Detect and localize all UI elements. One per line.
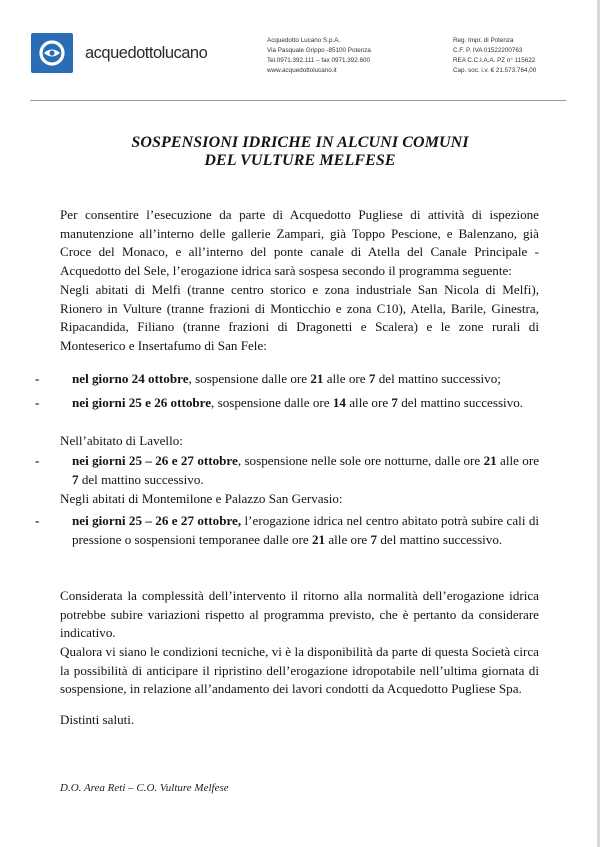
intro-paragraph: Per consentire l’esecuzione da parte di Acquedotto Pugliese di attività di ispezione manutenzione all’interno delle gallerie Zampari, già Toppo Pescione, e Balenzano, già Croce del Monaco, e all’interno del ponte canale di Atella del Canale Principale - Acquedotto del Sele, l’erogazione idrica sarà sospesa secondo il programma seguente: <box>60 207 539 278</box>
group-lavello-heading: Nell’abitato di Lavello: <box>60 433 183 448</box>
company-registry-block <box>453 36 536 76</box>
company-address-block <box>267 36 371 76</box>
company-website: www.acquedottolucano.it <box>267 67 337 74</box>
acquedotto-logo-icon <box>31 33 73 73</box>
group-montemilone-heading: Negli abitati di Montemilone e Palazzo San Gervasio: <box>60 491 343 506</box>
closing-paragraph: Qualora vi siano le condizioni tecniche, vi è la disponibilità da parte di questa Società circa la possibilità di anticipare il ripristino dell’erogazione idropotabile nell’ultima giornata di sospensione, in relazione all’andamento dei lavori condotti da Acquedotto Pugliese Spa. <box>60 644 539 697</box>
schedule-item: - nei giorni 25 – 26 e 27 ottobre, l’erogazione idrica nel centro abitato potrà subire cali di pressione o sospensioni temporanee dalle ore 21 alle ore 7 del mattino successivo. <box>35 513 539 547</box>
company-name: Acquedotto Lucano S.p.A. <box>267 37 341 44</box>
schedule-item: - nel giorno 24 ottobre, sospensione dalle ore 21 alle ore 7 del mattino successivo; <box>35 371 501 386</box>
salutation: Distinti saluti. <box>60 712 135 727</box>
notice-title: SOSPENSIONI IDRICHE IN ALCUNI COMUNI DEL VULTURE MELFESE <box>131 134 469 169</box>
schedule-item: - nei giorni 25 – 26 e 27 ottobre, sospensione nelle sole ore notturne, dalle ore 21 alle ore 7 del mattino successivo. <box>35 453 540 487</box>
header-divider <box>30 100 566 101</box>
schedule-item: - nei giorni 25 e 26 ottobre, sospensione dalle ore 14 alle ore 7 del mattino successivo. <box>35 395 524 410</box>
closing-paragraph: Considerata la complessità dell’intervento il ritorno alla normalità dell’erogazione idrica potrebbe subire variazioni rispetto al programma previsto, che è pertanto da considerare indicativo. <box>60 588 539 641</box>
company-address: Via Pasquale Grippo -85100 Potenza <box>267 47 371 54</box>
registry-line: C.F. P. IVA 01522200763 <box>453 47 523 54</box>
footer-office: D.O. Area Reti – C.O. Vulture Melfese <box>60 782 229 794</box>
registry-line: REA C.C.I.A.A. PZ n° 115622 <box>453 57 536 64</box>
brand-name: acquedottolucano <box>85 44 208 62</box>
registry-line: Cap. soc. i.v. € 21.573.764,00 <box>453 67 537 74</box>
registry-line: Reg. Impr. di Potenza <box>453 37 514 44</box>
group-melfi-paragraph: Negli abitati di Melfi (tranne centro storico e zona industriale San Nicola di Melfi), Rionero in Vulture (tranne frazioni di Monticchio e zona C10), Atella, Barile, Ginestra, Ripacandida, Filiano (tranne frazioni di Dragonetti e Scalera) e le zone rurali di Monteserico e Insertafumo di San Fele: <box>60 282 539 353</box>
company-phone: Tel.0971.392.111 – fax 0971.392.600 <box>267 57 371 64</box>
